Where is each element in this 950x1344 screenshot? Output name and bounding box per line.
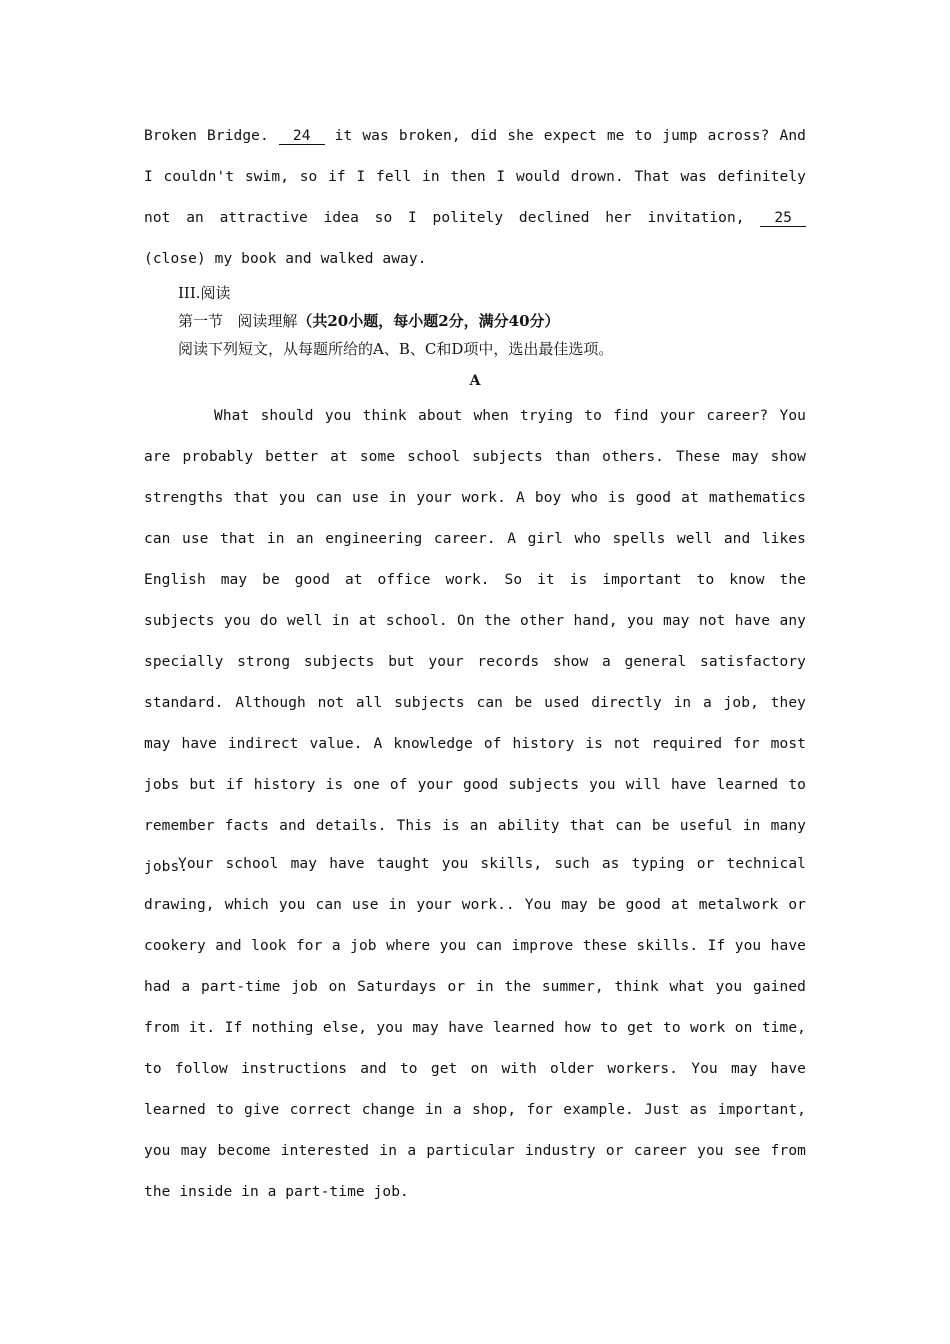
passage-label: A	[469, 373, 481, 389]
passage-paragraph-2: Your school may have taught you skills, such as typing or technical drawing, which you can use in your work.. You may be good at metalwork or cookery and look for a job where you can improve these skills. If you have had a part-time job on Saturdays or in the summer, think what you gained from it. If nothing else, you may have learned how to get to work on time, to follow instructions and to get on with older workers. You may have learned to give correct change in a shop, for example. Just as important, you may become interested in a particular industry or career you see from the inside in a part-time job.	[144, 856, 806, 1200]
passage-text: Broken Bridge.	[144, 128, 279, 144]
subsection-heading	[178, 311, 560, 331]
passage-text: it was broken, did she expect me to jump across? And I couldn't swim, so if I fell in then I would drown. That was definitely not an attractive idea so I politely declined her invitation,	[144, 128, 806, 226]
section-heading: III.阅读	[178, 284, 231, 302]
passage-text: (close) my book and walked away.	[144, 251, 427, 267]
instruction-text: 阅读下列短文，从每题所给的A、B、C和D项中，选出最佳选项。	[178, 340, 614, 358]
blank-24: 24	[279, 128, 325, 145]
reading-passage-a-cont	[144, 844, 806, 1213]
subsection-detail: （共20小题，每小题2分，满分40分）	[297, 312, 560, 330]
passage-paragraph-1: What should you think about when trying to find your career? You are probably better at some school subjects than others. These may show strengths that you can use in your work. A boy who is good at mathematics can use that in an engineering career. A girl who spells well and likes English may be good at office work. So it is important to know the subjects you do well in at school. On the other hand, you may not have any specially strong subjects but your records show a general satisfactory standard. Although not all subjects can be used directly in a job, they may have indirect value. A knowledge of history is not required for most jobs but if history is one of your good subjects you will have learned to remember facts and details. This is an ability that can be useful in many jobs.	[144, 408, 806, 875]
previous-passage-ending	[144, 116, 806, 280]
subsection-label: 第一节	[178, 312, 224, 330]
previous-passage-paragraph	[144, 116, 806, 280]
reading-passage-a	[144, 396, 806, 888]
blank-25: 25	[760, 210, 806, 227]
subsection-title: 阅读理解	[237, 312, 298, 330]
